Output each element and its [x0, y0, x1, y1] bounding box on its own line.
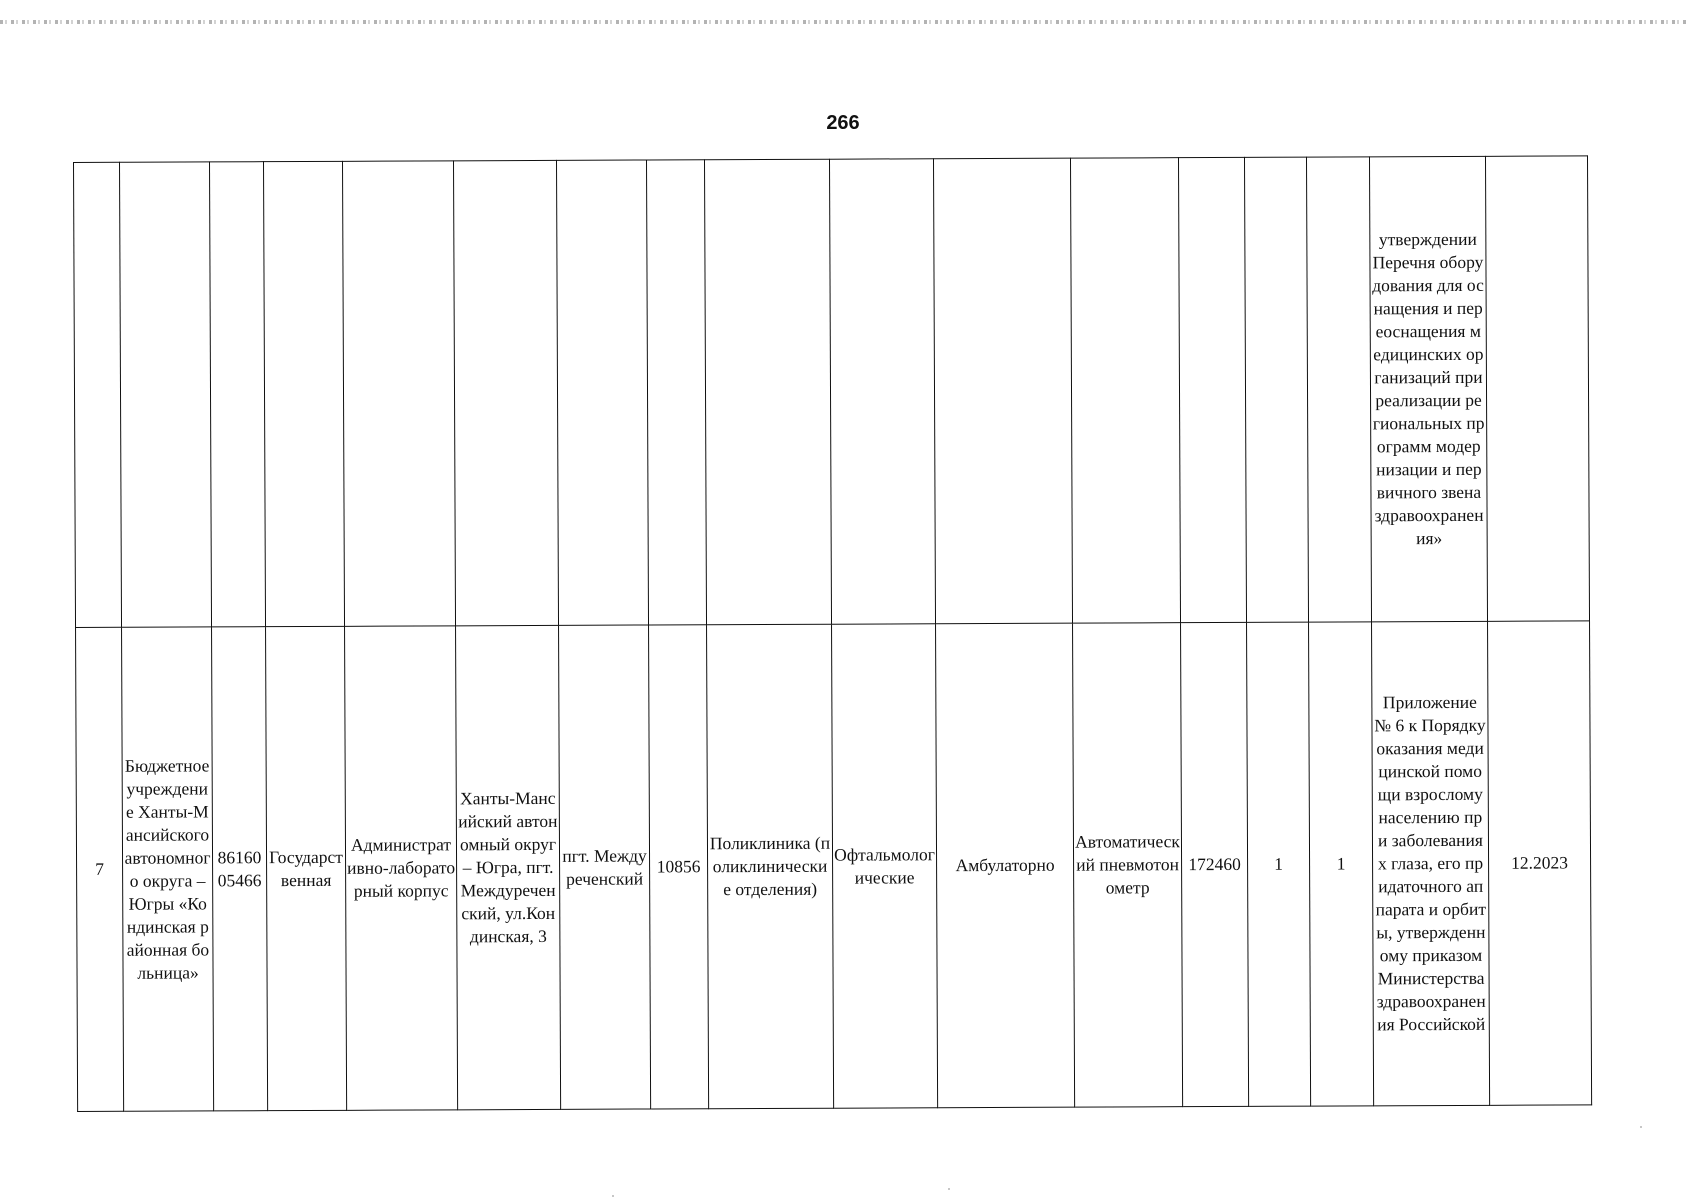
table-row — [76, 621, 1592, 1112]
qty-required-cell: 1 — [1247, 622, 1311, 1106]
date-cell: 12.2023 — [1488, 621, 1592, 1105]
department-cell: Поликлиника (поликлинические отделения) — [707, 624, 834, 1109]
organization-cell: Бюджетное учреждение Ханты-Мансийского автономного округа – Югры «Кондинская районная больница» — [122, 627, 214, 1111]
table-cell — [1178, 157, 1246, 622]
scan-edge-artifact — [0, 20, 1686, 24]
equipment-registry-table — [73, 155, 1592, 1112]
building-cell: Административно-лабораторный корпус — [345, 626, 458, 1110]
table-cell — [704, 159, 831, 625]
table-cell — [210, 162, 266, 627]
document-cell-continued: утверждении Перечня оборудования для оснащения и переоснащения медицинских организаций при реализации региональных программ модернизации и первичного звена здравоохранения» — [1369, 156, 1487, 622]
table-cell — [933, 158, 1072, 624]
table-cell — [646, 160, 706, 625]
table-cell — [829, 159, 935, 624]
equipment-cell: Автоматический пневмотонометр — [1073, 623, 1183, 1107]
locality-cell: пгт. Междуреченский — [559, 625, 651, 1109]
scan-speck — [612, 1195, 614, 1197]
ownership-cell: Государственная — [266, 626, 347, 1110]
address-cell: Ханты-Мансийский автономный округ – Югра, пгт. Междуреченский, ул.Кондинская, 3 — [456, 625, 561, 1109]
scan-speck — [948, 1188, 950, 1190]
scan-speck — [1640, 1126, 1642, 1128]
table-cell — [1306, 157, 1371, 622]
profile-cell: Офтальмологические — [832, 624, 938, 1108]
table-cell — [556, 160, 648, 625]
code-cell: 10856 — [649, 625, 709, 1109]
document-cell: Приложение № 6 к Порядку оказания медицинской помощи взрослому населению при заболеваниях глаза, его придаточного аппарата и орбиты, утвержденному приказом Министерства здравоохранения Российской — [1372, 621, 1490, 1106]
care-conditions-cell: Амбулаторно — [936, 623, 1075, 1108]
table-cell — [264, 161, 345, 626]
table-cell — [1244, 157, 1308, 622]
table-cell — [1070, 158, 1180, 623]
table-cell — [1485, 156, 1589, 621]
table-cell — [120, 162, 212, 627]
table-cell — [342, 161, 455, 626]
page-number: 266 — [826, 112, 860, 134]
equipment-code-cell: 172460 — [1181, 622, 1249, 1106]
table-cell — [74, 162, 122, 627]
table-row-continued — [74, 156, 1590, 628]
ogrn-cell: 8616005466 — [212, 627, 268, 1111]
table-cell — [453, 160, 558, 625]
qty-planned-cell: 1 — [1309, 622, 1374, 1106]
row-number-cell: 7 — [76, 627, 124, 1111]
